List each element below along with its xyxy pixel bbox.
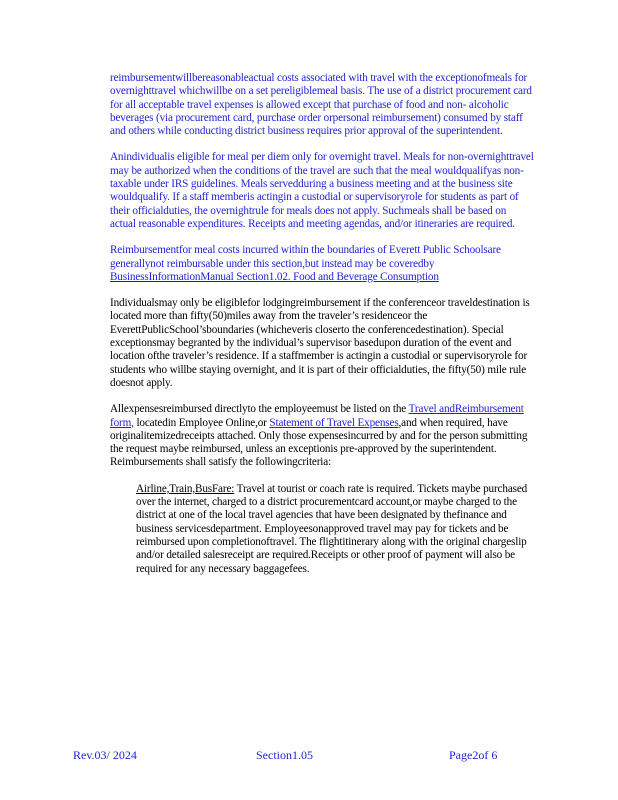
paragraph-reimbursement-meals: reimbursementwillbereasonableactual costs associated with travel with the exceptionofmeals for overnighttravel whichwillbe on a set pereligiblemeal basis. The use of a district procurement card for all acceptable travel expenses is allowed except that purchase of food and non- alcoholic beverages (via procurement card, purchase order orpersonal reimbursement) consumed by staff and others while conducting district business requires prior approval of the superintendent.: [110, 72, 532, 138]
statement-of-travel-expenses-link[interactable]: Statement of Travel Expenses: [269, 416, 399, 429]
business-information-manual-link[interactable]: BusinessInformationManual Section1.02. Food and Beverage Consumption: [110, 270, 439, 283]
travel-reimbursement-form-link[interactable]: Travel andReimbursement form,: [110, 403, 524, 429]
expenses-text-b: locatedin Employee Online,or: [133, 416, 270, 429]
paragraph-meal-per-diem: Anindividualis eligible for meal per diem only for overnight travel. Meals for non-overnighttravel may be authorized when the conditions of the travel are such that the meal wouldqualifyas non-taxable under IRS guidelines. Meals servedduring a business meeting and at the business site wouldqualify. If a staff memberis actingin a custodial or supervisoryrole for students as part of their officialduties, the overnightrule for meals does not apply. Suchmeals shall be based on actual reasonable expenditures. Receipts and meeting agendas, and/or itineraries are required.: [110, 151, 534, 230]
bullet-airline-train-bus: [110, 483, 534, 576]
footer-page-number: Page2of 6: [449, 748, 498, 762]
bullet-heading: Airline,Train,BusFare:: [136, 482, 235, 495]
paragraph-lodging-eligibility: Individualsmay only be eligiblefor lodgingreimbursement if the conferenceor traveldestination is located more than fifty(50)miles away from the traveler’s residenceor the EverettPublicSchool’sboundaries (whicheveris closerto the conferencedestination). Special exceptionsmay begranted by the individual’s supervisor basedupon duration of the event and location ofthe traveler’s residence. If a staffmember is actingin a custodial or supervisoryrole for students who willbe staying overnight, and it is part of their officialduties, the fifty(50) mile rule doesnot apply.: [110, 297, 530, 389]
paragraph-local-meal-costs: [110, 244, 534, 284]
expenses-text-a: Allexpensesreimbursed directlyto the employeemust be listed on the: [110, 403, 409, 416]
footer-section: Section1.05: [256, 748, 313, 762]
local-meal-text: Reimbursementfor meal costs incurred within the boundaries of Everett Public Schoolsare generallynot reimbursable under this section,but instead may be coveredby: [110, 244, 501, 270]
paragraph-expenses-reimbursed: [110, 403, 534, 469]
expenses-text-c: ,and when required, have originalitemizedreceipts attached. Only those expensesincurred by and for the person submitting the request maybe reimbursed, unless an exceptionis pre-approved by the superintendent. Reimbursements shall satisfy the followingcriteria:: [110, 416, 528, 469]
footer-revision: Rev.03/ 2024: [73, 748, 137, 762]
document-body: [110, 72, 534, 576]
bullet-text: Travel at tourist or coach rate is required. Tickets maybe purchased over the internet, charged to a district procurementcard account,or maybe charged to the district at one of the local travel agencies that have been designated by thefinance and business servicesdepartment. Employeesonapproved travel may pay for tickets and be reimbursed upon completionoftravel. The flightitinerary along with the original chargeslip and/or detailed salesreceipt are required.Receipts or other proof of payment will also be required for any necessary baggagefees.: [136, 482, 528, 575]
